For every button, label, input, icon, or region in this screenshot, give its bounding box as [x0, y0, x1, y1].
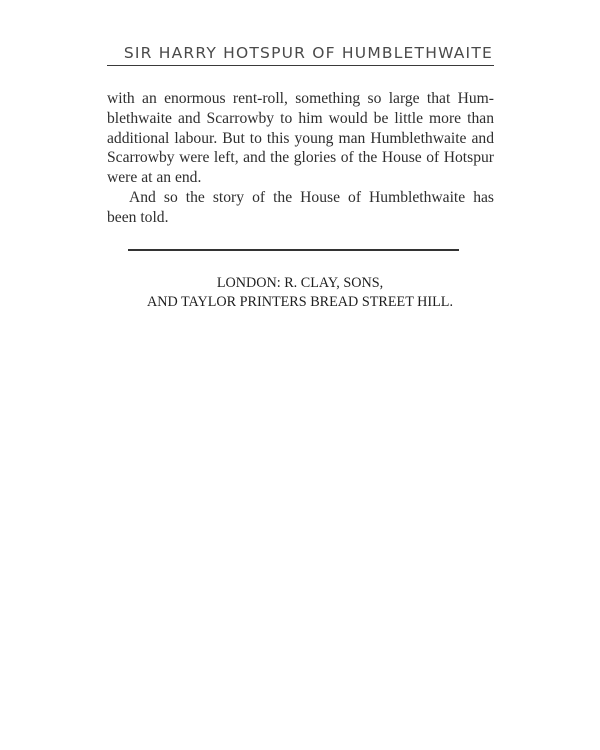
text-line: with an enormous rent-roll, something so large that Hum- — [107, 90, 494, 107]
printer-imprint — [100, 274, 500, 312]
text-line: been told. — [107, 208, 169, 226]
text-line: And so the story of the House of Humblethwaite has — [129, 188, 494, 206]
end-rule — [128, 249, 459, 251]
text-line: blethwaite and Scarrowby to him would be little more than — [107, 109, 494, 127]
text-line: were at an end. — [107, 169, 202, 187]
imprint-line: LONDON: R. CLAY, SONS, — [216, 275, 384, 291]
imprint-line: AND TAYLOR PRINTERS BREAD STREET HILL. — [146, 294, 453, 310]
header-rule — [107, 65, 494, 66]
text-line: additional labour. But to this young man Humblethwaite and — [107, 129, 494, 147]
running-head: SIR HARRY HOTSPUR OF HUMBLETHWAITE — [123, 44, 493, 62]
text-line: Scarrowby were left, and the glories of the House of Hotspur — [107, 149, 494, 167]
body-text — [107, 89, 494, 228]
